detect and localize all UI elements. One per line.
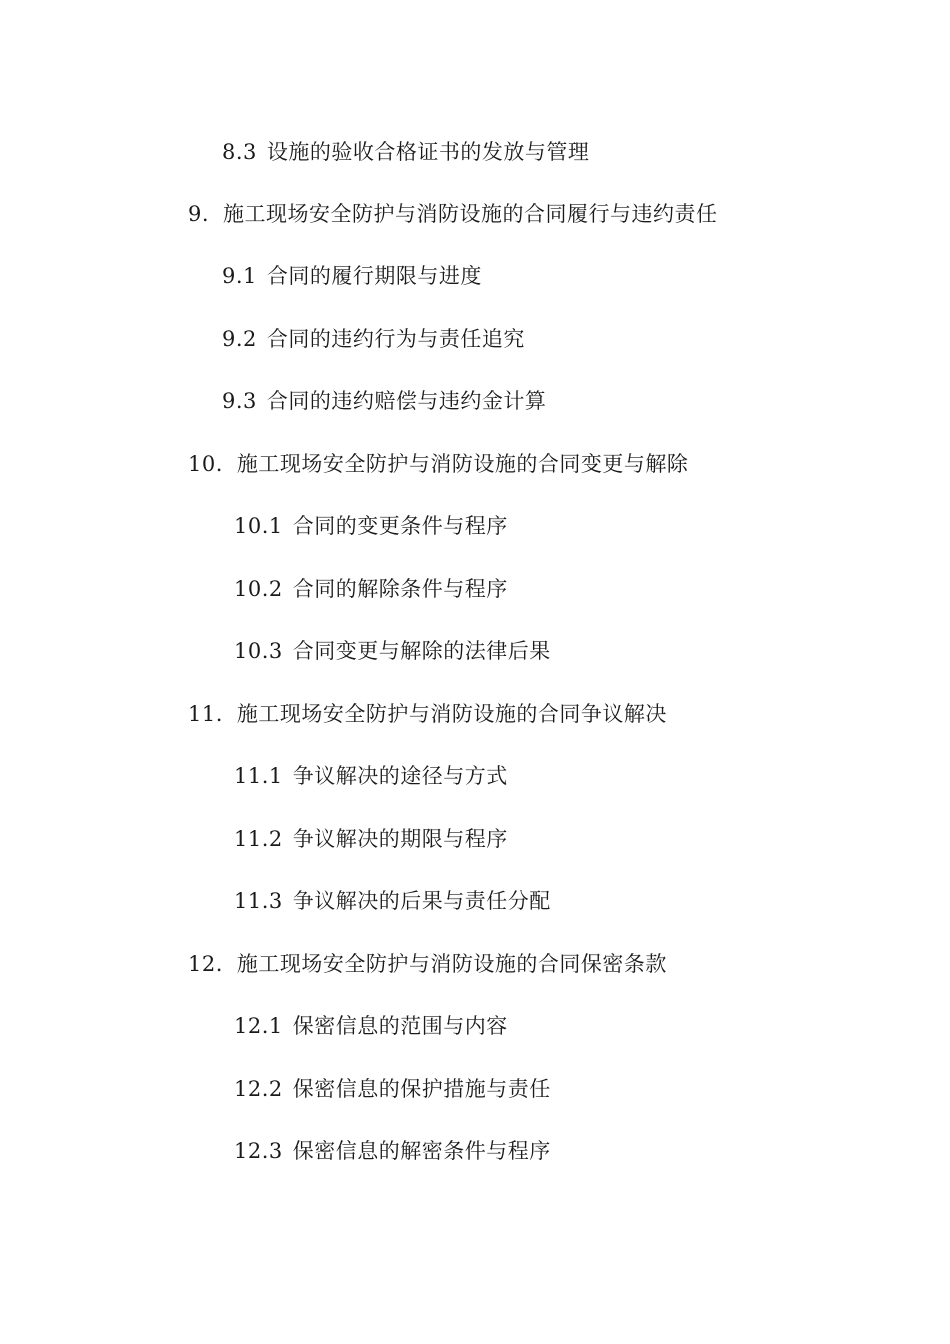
toc-section-12 — [188, 950, 667, 978]
toc-title: 施工现场安全防护与消防设施的合同争议解决 — [236, 702, 667, 726]
toc-subsection-12-3 — [234, 1137, 551, 1165]
toc-section-9 — [188, 200, 718, 228]
toc-number: 12.1 — [234, 1014, 283, 1038]
toc-number: 11.3 — [234, 889, 283, 913]
toc-subsection-12-1 — [234, 1012, 508, 1040]
toc-number: 9.1 — [222, 264, 257, 288]
toc-title: 保密信息的保护措施与责任 — [292, 1077, 551, 1101]
toc-section-11 — [188, 700, 667, 728]
toc-subsection-9-2 — [222, 325, 525, 353]
toc-subsection-11-3 — [234, 887, 551, 915]
toc-title: 争议解决的后果与责任分配 — [292, 889, 551, 913]
toc-subsection-11-2 — [234, 825, 508, 853]
toc-title: 保密信息的解密条件与程序 — [292, 1139, 551, 1163]
toc-title: 合同的违约行为与责任追究 — [266, 327, 525, 351]
toc-title: 合同的违约赔偿与违约金计算 — [266, 389, 547, 413]
toc-title: 施工现场安全防护与消防设施的合同保密条款 — [236, 952, 667, 976]
toc-title: 保密信息的范围与内容 — [292, 1014, 508, 1038]
toc-subsection-9-3 — [222, 387, 546, 415]
toc-title: 争议解决的途径与方式 — [292, 764, 508, 788]
toc-subsection-8-3 — [222, 138, 589, 166]
toc-number: 12. — [188, 952, 223, 976]
toc-subsection-10-3 — [234, 637, 551, 665]
toc-number: 10.1 — [234, 514, 283, 538]
toc-number: 11.1 — [234, 764, 283, 788]
toc-title: 合同的履行期限与进度 — [266, 264, 482, 288]
toc-title: 施工现场安全防护与消防设施的合同履行与违约责任 — [223, 202, 718, 226]
toc-section-10 — [188, 450, 688, 478]
toc-subsection-11-1 — [234, 762, 508, 790]
toc-subsection-9-1 — [222, 262, 482, 290]
toc-number: 12.3 — [234, 1139, 283, 1163]
toc-number: 9.3 — [222, 389, 257, 413]
toc-number: 8.3 — [222, 140, 257, 164]
toc-number: 12.2 — [234, 1077, 283, 1101]
toc-number: 11. — [188, 702, 223, 726]
toc-title: 施工现场安全防护与消防设施的合同变更与解除 — [236, 452, 689, 476]
toc-number: 10.3 — [234, 639, 283, 663]
toc-subsection-10-2 — [234, 575, 508, 603]
toc-number: 9.2 — [222, 327, 257, 351]
toc-number: 11.2 — [234, 827, 283, 851]
toc-subsection-10-1 — [234, 512, 508, 540]
toc-subsection-12-2 — [234, 1075, 551, 1103]
toc-number: 10. — [188, 452, 223, 476]
toc-title: 合同变更与解除的法律后果 — [292, 639, 551, 663]
toc-title: 设施的验收合格证书的发放与管理 — [266, 140, 590, 164]
toc-title: 合同的变更条件与程序 — [292, 514, 508, 538]
toc-number: 9. — [188, 202, 210, 226]
toc-title: 合同的解除条件与程序 — [292, 577, 508, 601]
toc-title: 争议解决的期限与程序 — [292, 827, 508, 851]
toc-number: 10.2 — [234, 577, 283, 601]
